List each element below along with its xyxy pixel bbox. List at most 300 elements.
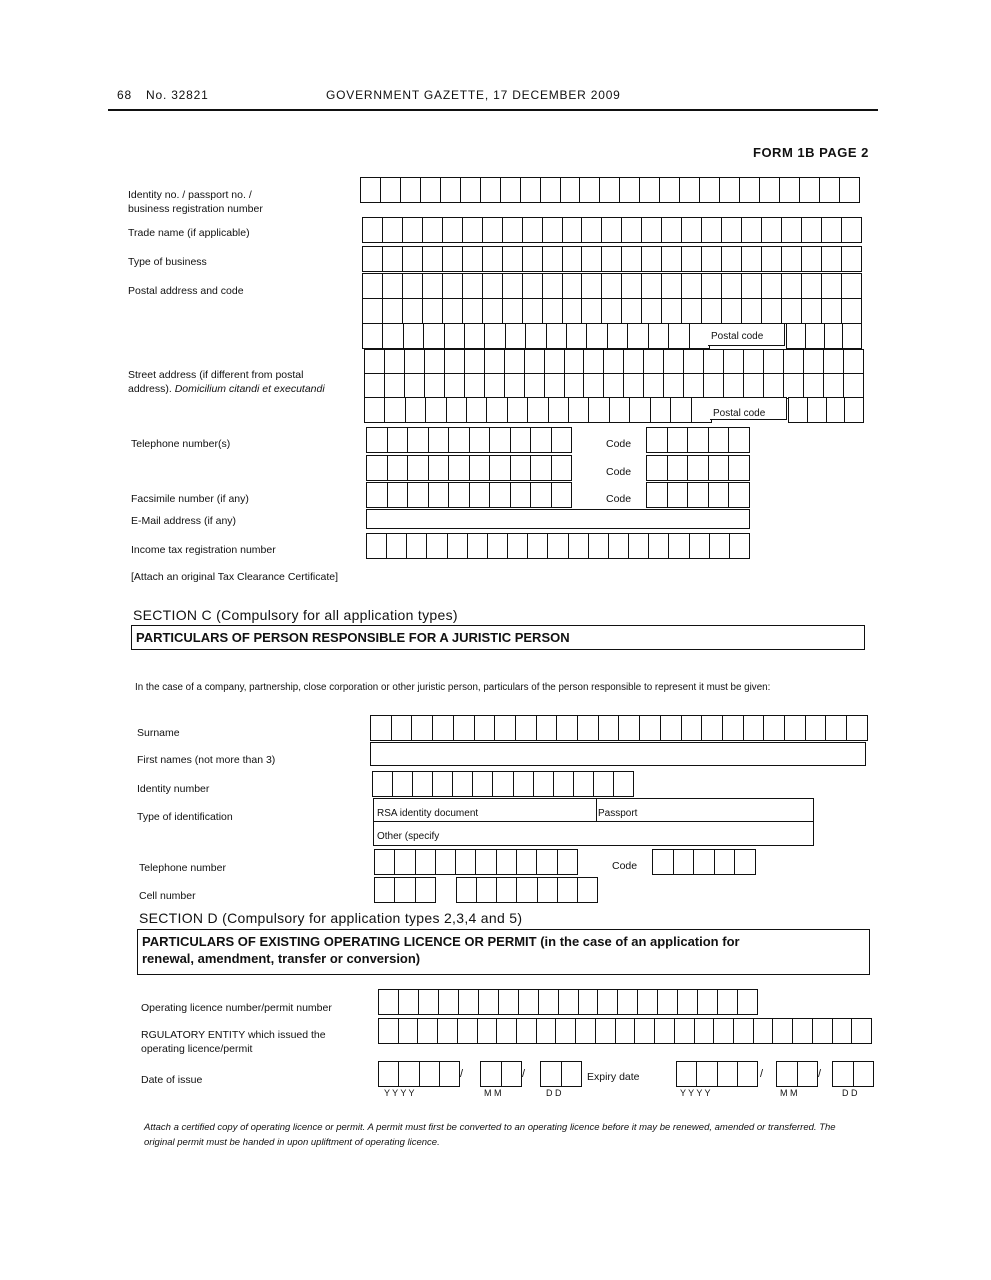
char-cell[interactable] — [647, 456, 668, 480]
street-address-line-1[interactable] — [364, 349, 864, 375]
char-cell[interactable] — [416, 850, 436, 874]
char-cell[interactable] — [526, 324, 546, 348]
facsimile-boxes[interactable] — [366, 482, 572, 508]
char-cell[interactable] — [852, 1019, 871, 1043]
char-cell[interactable] — [624, 350, 644, 374]
char-cell[interactable] — [782, 274, 802, 298]
char-cell[interactable] — [729, 483, 749, 507]
char-cell[interactable] — [558, 878, 578, 902]
char-cell[interactable] — [661, 716, 682, 740]
char-cell[interactable] — [395, 850, 415, 874]
char-cell[interactable] — [401, 178, 421, 202]
char-cell[interactable] — [463, 274, 483, 298]
char-cell[interactable] — [662, 218, 682, 242]
issue-month-boxes[interactable] — [480, 1061, 522, 1087]
char-cell[interactable] — [421, 178, 441, 202]
char-cell[interactable] — [475, 716, 496, 740]
char-cell[interactable] — [481, 178, 501, 202]
char-cell[interactable] — [375, 850, 395, 874]
char-cell[interactable] — [584, 374, 604, 398]
char-cell[interactable] — [762, 247, 782, 271]
char-cell[interactable] — [674, 850, 695, 874]
char-cell[interactable] — [780, 178, 800, 202]
char-cell[interactable] — [541, 178, 561, 202]
char-cell[interactable] — [508, 398, 528, 422]
char-cell[interactable] — [465, 324, 485, 348]
char-cell[interactable] — [640, 178, 660, 202]
char-cell[interactable] — [704, 374, 724, 398]
char-cell[interactable] — [483, 274, 503, 298]
char-cell[interactable] — [404, 324, 424, 348]
char-cell[interactable] — [738, 990, 757, 1014]
char-cell[interactable] — [764, 716, 785, 740]
char-cell[interactable] — [385, 350, 405, 374]
telephone-code-boxes-2[interactable] — [646, 455, 750, 481]
char-cell[interactable] — [429, 456, 450, 480]
char-cell[interactable] — [467, 398, 487, 422]
char-cell[interactable] — [813, 1019, 833, 1043]
char-cell[interactable] — [392, 716, 413, 740]
char-cell[interactable] — [373, 772, 393, 796]
char-cell[interactable] — [433, 716, 454, 740]
char-cell[interactable] — [569, 534, 589, 558]
char-cell[interactable] — [459, 990, 479, 1014]
char-cell[interactable] — [552, 456, 572, 480]
char-cell[interactable] — [427, 534, 447, 558]
char-cell[interactable] — [375, 878, 395, 902]
char-cell[interactable] — [361, 178, 381, 202]
char-cell[interactable] — [710, 534, 730, 558]
char-cell[interactable] — [582, 247, 602, 271]
char-cell[interactable] — [724, 350, 744, 374]
char-cell[interactable] — [490, 428, 511, 452]
char-cell[interactable] — [403, 247, 423, 271]
business-type-boxes[interactable] — [362, 246, 862, 272]
char-cell[interactable] — [449, 428, 470, 452]
char-cell[interactable] — [827, 398, 846, 422]
char-cell[interactable] — [658, 990, 678, 1014]
char-cell[interactable] — [688, 483, 709, 507]
char-cell[interactable] — [844, 374, 863, 398]
expiry-year-boxes[interactable] — [676, 1061, 758, 1087]
char-cell[interactable] — [638, 990, 658, 1014]
char-cell[interactable] — [764, 350, 784, 374]
char-cell[interactable] — [503, 247, 523, 271]
char-cell[interactable] — [423, 299, 443, 323]
char-cell[interactable] — [363, 324, 383, 348]
char-cell[interactable] — [784, 350, 804, 374]
char-cell[interactable] — [754, 1019, 774, 1043]
char-cell[interactable] — [622, 247, 642, 271]
char-cell[interactable] — [457, 878, 477, 902]
char-cell[interactable] — [379, 990, 399, 1014]
char-cell[interactable] — [644, 350, 664, 374]
char-cell[interactable] — [647, 483, 668, 507]
char-cell[interactable] — [604, 374, 624, 398]
char-cell[interactable] — [429, 428, 450, 452]
char-cell[interactable] — [576, 1019, 596, 1043]
char-cell[interactable] — [785, 716, 806, 740]
char-cell[interactable] — [497, 1019, 517, 1043]
char-cell[interactable] — [602, 274, 622, 298]
char-cell[interactable] — [669, 534, 689, 558]
char-cell[interactable] — [531, 483, 552, 507]
passport-option[interactable]: Passport — [598, 808, 638, 819]
char-cell[interactable] — [483, 218, 503, 242]
char-cell[interactable] — [493, 772, 513, 796]
char-cell[interactable] — [723, 716, 744, 740]
char-cell[interactable] — [854, 1062, 874, 1086]
char-cell[interactable] — [519, 990, 539, 1014]
char-cell[interactable] — [714, 1019, 734, 1043]
char-cell[interactable] — [782, 247, 802, 271]
char-cell[interactable] — [485, 350, 505, 374]
char-cell[interactable] — [424, 324, 444, 348]
char-cell[interactable] — [388, 456, 409, 480]
char-cell[interactable] — [541, 1062, 562, 1086]
char-cell[interactable] — [802, 299, 822, 323]
char-cell[interactable] — [477, 878, 497, 902]
char-cell[interactable] — [777, 1062, 798, 1086]
char-cell[interactable] — [842, 247, 861, 271]
issue-year-boxes[interactable] — [378, 1061, 460, 1087]
char-cell[interactable] — [563, 299, 583, 323]
char-cell[interactable] — [543, 299, 563, 323]
char-cell[interactable] — [495, 716, 516, 740]
char-cell[interactable] — [616, 1019, 636, 1043]
char-cell[interactable] — [735, 850, 755, 874]
char-cell[interactable] — [545, 374, 565, 398]
char-cell[interactable] — [557, 716, 578, 740]
char-cell[interactable] — [523, 299, 543, 323]
char-cell[interactable] — [694, 850, 715, 874]
issue-day-boxes[interactable] — [540, 1061, 582, 1087]
char-cell[interactable] — [506, 324, 526, 348]
char-cell[interactable] — [403, 274, 423, 298]
char-cell[interactable] — [499, 990, 519, 1014]
char-cell[interactable] — [488, 534, 508, 558]
char-cell[interactable] — [598, 990, 618, 1014]
char-cell[interactable] — [365, 374, 385, 398]
income-tax-boxes[interactable] — [366, 533, 750, 559]
char-cell[interactable] — [470, 428, 491, 452]
first-names-field[interactable] — [370, 742, 866, 766]
char-cell[interactable] — [473, 772, 493, 796]
char-cell[interactable] — [476, 850, 496, 874]
char-cell[interactable] — [664, 350, 684, 374]
other-option[interactable]: Other (specify — [377, 831, 440, 842]
char-cell[interactable] — [548, 534, 568, 558]
char-cell[interactable] — [702, 218, 722, 242]
char-cell[interactable] — [420, 1062, 440, 1086]
char-cell[interactable] — [793, 1019, 813, 1043]
char-cell[interactable] — [826, 716, 847, 740]
char-cell[interactable] — [511, 483, 532, 507]
char-cell[interactable] — [773, 1019, 793, 1043]
char-cell[interactable] — [822, 274, 842, 298]
char-cell[interactable] — [383, 218, 403, 242]
char-cell[interactable] — [647, 428, 668, 452]
char-cell[interactable] — [438, 1019, 458, 1043]
char-cell[interactable] — [584, 350, 604, 374]
char-cell[interactable] — [552, 483, 572, 507]
char-cell[interactable] — [697, 1062, 717, 1086]
char-cell[interactable] — [528, 398, 548, 422]
char-cell[interactable] — [644, 374, 664, 398]
char-cell[interactable] — [806, 324, 825, 348]
char-cell[interactable] — [405, 374, 425, 398]
licence-number-boxes[interactable] — [378, 989, 758, 1015]
char-cell[interactable] — [552, 428, 572, 452]
char-cell[interactable] — [594, 772, 614, 796]
char-cell[interactable] — [738, 1062, 757, 1086]
char-cell[interactable] — [399, 1062, 419, 1086]
char-cell[interactable] — [485, 374, 505, 398]
telephone-code-boxes-1[interactable] — [646, 427, 750, 453]
char-cell[interactable] — [662, 299, 682, 323]
char-cell[interactable] — [764, 374, 784, 398]
char-cell[interactable] — [443, 274, 463, 298]
char-cell[interactable] — [655, 1019, 675, 1043]
char-cell[interactable] — [642, 299, 662, 323]
char-cell[interactable] — [614, 772, 633, 796]
char-cell[interactable] — [587, 324, 607, 348]
char-cell[interactable] — [561, 178, 581, 202]
char-cell[interactable] — [589, 398, 609, 422]
char-cell[interactable] — [824, 374, 844, 398]
char-cell[interactable] — [702, 274, 722, 298]
char-cell[interactable] — [479, 990, 499, 1014]
char-cell[interactable] — [762, 299, 782, 323]
char-cell[interactable] — [413, 772, 433, 796]
char-cell[interactable] — [599, 716, 620, 740]
char-cell[interactable] — [556, 1019, 576, 1043]
char-cell[interactable] — [604, 350, 624, 374]
char-cell[interactable] — [600, 178, 620, 202]
char-cell[interactable] — [468, 534, 488, 558]
char-cell[interactable] — [419, 990, 439, 1014]
char-cell[interactable] — [534, 772, 554, 796]
char-cell[interactable] — [537, 850, 557, 874]
char-cell[interactable] — [690, 534, 710, 558]
char-cell[interactable] — [383, 324, 403, 348]
char-cell[interactable] — [722, 274, 742, 298]
char-cell[interactable] — [692, 398, 711, 422]
char-cell[interactable] — [718, 1062, 738, 1086]
char-cell[interactable] — [668, 428, 689, 452]
char-cell[interactable] — [363, 274, 383, 298]
char-cell[interactable] — [664, 374, 684, 398]
char-cell[interactable] — [425, 374, 445, 398]
char-cell[interactable] — [702, 247, 722, 271]
char-cell[interactable] — [461, 178, 481, 202]
char-cell[interactable] — [408, 428, 429, 452]
char-cell[interactable] — [804, 374, 824, 398]
char-cell[interactable] — [407, 534, 427, 558]
telephone-boxes-1[interactable] — [366, 427, 572, 453]
char-cell[interactable] — [569, 398, 589, 422]
char-cell[interactable] — [722, 218, 742, 242]
char-cell[interactable] — [501, 178, 521, 202]
char-cell[interactable] — [383, 299, 403, 323]
char-cell[interactable] — [514, 772, 534, 796]
char-cell[interactable] — [483, 299, 503, 323]
char-cell[interactable] — [574, 772, 594, 796]
char-cell[interactable] — [408, 483, 429, 507]
char-cell[interactable] — [478, 1019, 498, 1043]
char-cell[interactable] — [596, 1019, 616, 1043]
char-cell[interactable] — [709, 483, 730, 507]
char-cell[interactable] — [470, 456, 491, 480]
char-cell[interactable] — [822, 247, 842, 271]
char-cell[interactable] — [445, 350, 465, 374]
char-cell[interactable] — [547, 324, 567, 348]
char-cell[interactable] — [423, 218, 443, 242]
street-address-line-2[interactable] — [364, 373, 864, 399]
char-cell[interactable] — [609, 534, 629, 558]
char-cell[interactable] — [383, 247, 403, 271]
char-cell[interactable] — [806, 716, 827, 740]
char-cell[interactable] — [449, 483, 470, 507]
char-cell[interactable] — [508, 534, 528, 558]
char-cell[interactable] — [483, 247, 503, 271]
char-cell[interactable] — [787, 324, 806, 348]
char-cell[interactable] — [505, 374, 525, 398]
char-cell[interactable] — [503, 274, 523, 298]
char-cell[interactable] — [642, 274, 662, 298]
char-cell[interactable] — [439, 990, 459, 1014]
char-cell[interactable] — [549, 398, 569, 422]
char-cell[interactable] — [543, 247, 563, 271]
char-cell[interactable] — [629, 534, 649, 558]
char-cell[interactable] — [671, 398, 691, 422]
char-cell[interactable] — [704, 350, 724, 374]
char-cell[interactable] — [463, 218, 483, 242]
char-cell[interactable] — [690, 324, 709, 348]
char-cell[interactable] — [628, 324, 648, 348]
char-cell[interactable] — [622, 274, 642, 298]
char-cell[interactable] — [443, 299, 463, 323]
char-cell[interactable] — [618, 990, 638, 1014]
char-cell[interactable] — [367, 534, 387, 558]
char-cell[interactable] — [602, 247, 622, 271]
rsa-id-option[interactable]: RSA identity document — [377, 808, 479, 819]
char-cell[interactable] — [722, 299, 742, 323]
postal-address-line-2[interactable] — [362, 298, 862, 324]
char-cell[interactable] — [802, 274, 822, 298]
char-cell[interactable] — [847, 716, 867, 740]
char-cell[interactable] — [842, 274, 861, 298]
char-cell[interactable] — [385, 374, 405, 398]
char-cell[interactable] — [463, 299, 483, 323]
char-cell[interactable] — [367, 428, 388, 452]
char-cell[interactable] — [762, 218, 782, 242]
char-cell[interactable] — [589, 534, 609, 558]
char-cell[interactable] — [622, 218, 642, 242]
char-cell[interactable] — [454, 716, 475, 740]
cell-number-boxes[interactable] — [456, 877, 598, 903]
char-cell[interactable] — [523, 247, 543, 271]
char-cell[interactable] — [490, 483, 511, 507]
char-cell[interactable] — [403, 299, 423, 323]
char-cell[interactable] — [363, 218, 383, 242]
char-cell[interactable] — [640, 716, 661, 740]
char-cell[interactable] — [367, 456, 388, 480]
char-cell[interactable] — [825, 324, 844, 348]
char-cell[interactable] — [844, 350, 863, 374]
char-cell[interactable] — [800, 178, 820, 202]
char-cell[interactable] — [734, 1019, 754, 1043]
char-cell[interactable] — [578, 716, 599, 740]
char-cell[interactable] — [842, 299, 861, 323]
char-cell[interactable] — [833, 1019, 853, 1043]
char-cell[interactable] — [558, 850, 577, 874]
char-cell[interactable] — [565, 350, 585, 374]
char-cell[interactable] — [668, 456, 689, 480]
char-cell[interactable] — [458, 1019, 478, 1043]
char-cell[interactable] — [843, 324, 861, 348]
char-cell[interactable] — [740, 178, 760, 202]
char-cell[interactable] — [387, 534, 407, 558]
char-cell[interactable] — [385, 398, 405, 422]
char-cell[interactable] — [399, 1019, 419, 1043]
char-cell[interactable] — [789, 398, 808, 422]
char-cell[interactable] — [579, 990, 599, 1014]
char-cell[interactable] — [395, 878, 415, 902]
char-cell[interactable] — [688, 456, 709, 480]
street-address-line-3[interactable] — [364, 397, 712, 423]
char-cell[interactable] — [436, 850, 456, 874]
char-cell[interactable] — [537, 716, 558, 740]
cell-prefix-boxes[interactable] — [374, 877, 436, 903]
regulatory-entity-boxes[interactable] — [378, 1018, 872, 1044]
char-cell[interactable] — [497, 878, 517, 902]
char-cell[interactable] — [660, 178, 680, 202]
char-cell[interactable] — [521, 178, 541, 202]
char-cell[interactable] — [429, 483, 450, 507]
expiry-day-boxes[interactable] — [832, 1061, 874, 1087]
char-cell[interactable] — [720, 178, 740, 202]
char-cell[interactable] — [682, 274, 702, 298]
char-cell[interactable] — [443, 247, 463, 271]
telephone-boxes-2[interactable] — [366, 455, 572, 481]
char-cell[interactable] — [842, 218, 861, 242]
facsimile-code-boxes[interactable] — [646, 482, 750, 508]
char-cell[interactable] — [730, 534, 749, 558]
char-cell[interactable] — [406, 398, 426, 422]
char-cell[interactable] — [808, 398, 827, 422]
telephone-code-boxes-c[interactable] — [652, 849, 756, 875]
char-cell[interactable] — [635, 1019, 655, 1043]
char-cell[interactable] — [503, 218, 523, 242]
char-cell[interactable] — [718, 990, 738, 1014]
char-cell[interactable] — [565, 374, 585, 398]
trade-name-boxes[interactable] — [362, 217, 862, 243]
char-cell[interactable] — [440, 1062, 459, 1086]
expiry-month-boxes[interactable] — [776, 1061, 818, 1087]
char-cell[interactable] — [695, 1019, 715, 1043]
char-cell[interactable] — [653, 850, 674, 874]
char-cell[interactable] — [742, 247, 762, 271]
char-cell[interactable] — [388, 483, 409, 507]
char-cell[interactable] — [517, 850, 537, 874]
char-cell[interactable] — [525, 374, 545, 398]
char-cell[interactable] — [538, 878, 558, 902]
char-cell[interactable] — [365, 398, 385, 422]
char-cell[interactable] — [456, 850, 476, 874]
char-cell[interactable] — [412, 716, 433, 740]
char-cell[interactable] — [449, 456, 470, 480]
